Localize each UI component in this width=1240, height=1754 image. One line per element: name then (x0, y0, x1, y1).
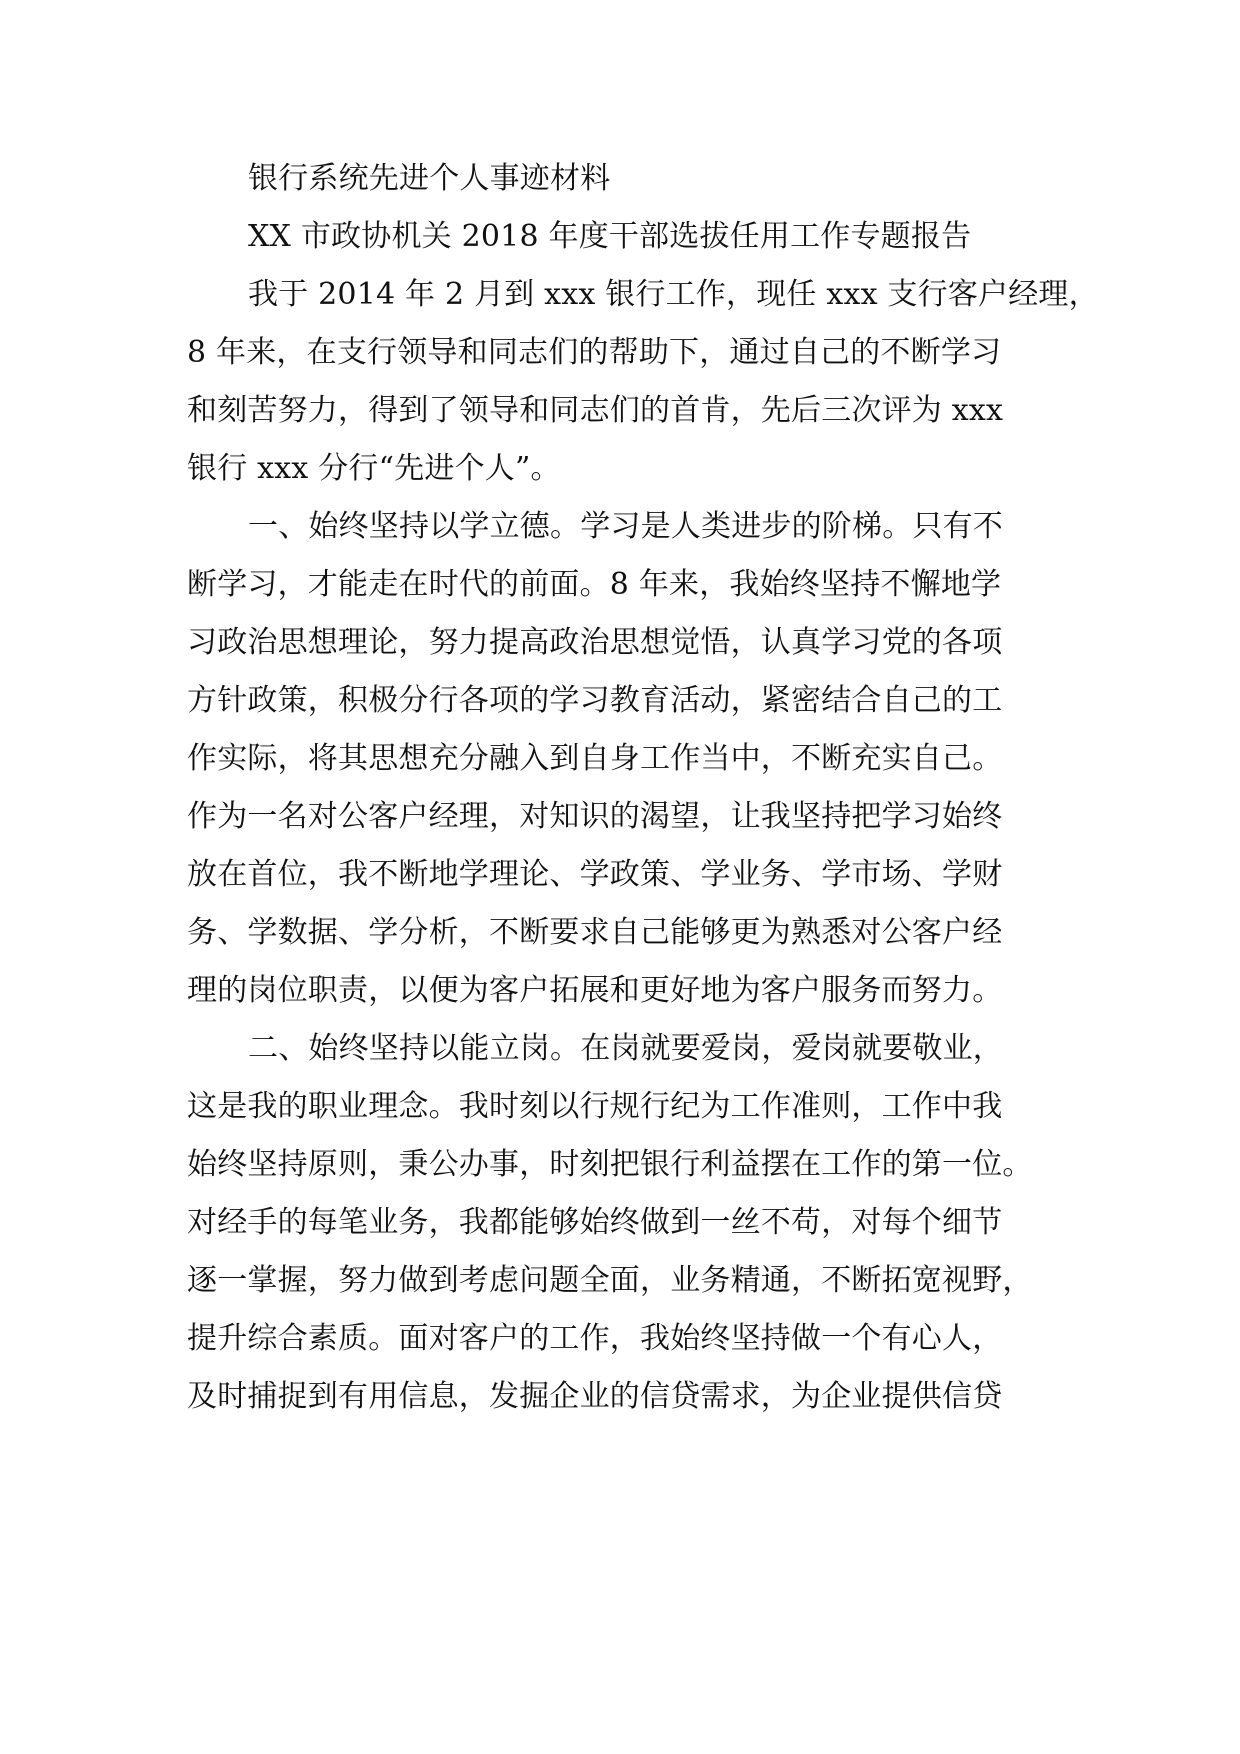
paragraph-line: 放在首位，我不断地学理论、学政策、学业务、学市场、学财 (187, 857, 1003, 892)
paragraph-line: 作实际，将其思想充分融入到自身工作当中，不断充实自己。 (187, 741, 1003, 776)
paragraph-line: 方针政策，积极分行各项的学习教育活动，紧密结合自己的工 (187, 683, 1003, 718)
paragraph-line: 8 年来，在支行领导和同志们的帮助下，通过自己的不断学习 (187, 335, 1002, 370)
paragraph-line: 这是我的职业理念。我时刻以行规行纪为工作准则，工作中我 (187, 1089, 1003, 1124)
document-title: 银行系统先进个人事迹材料 (248, 161, 611, 196)
paragraph-line: 作为一名对公客户经理，对知识的渴望，让我坚持把学习始终 (187, 799, 1003, 834)
paragraph-line: 我于 2014 年 2 月到 xxx 银行工作，现任 xxx 支行客户经理， (248, 277, 1099, 312)
paragraph-line: 对经手的每笔业务，我都能够始终做到一丝不苟，对每个细节 (187, 1205, 1003, 1240)
paragraph-line: 银行 xxx 分行“先进个人”。 (187, 451, 561, 486)
paragraph-line: 逐一掌握，努力做到考虑问题全面，业务精通，不断拓宽视野， (187, 1263, 1033, 1298)
paragraph-line: 和刻苦努力，得到了领导和同志们的首肯，先后三次评为 xxx (187, 393, 1004, 428)
paragraph-line: 一、始终坚持以学立德。学习是人类进步的阶梯。只有不 (248, 509, 1003, 544)
paragraph-line: 提升综合素质。面对客户的工作，我始终坚持做一个有心人， (187, 1321, 1003, 1356)
paragraph-line: 始终坚持原则，秉公办事，时刻把银行利益摆在工作的第一位。 (187, 1147, 1033, 1182)
paragraph-line: 习政治思想理论，努力提高政治思想觉悟，认真学习党的各项 (187, 625, 1003, 660)
paragraph-line: 及时捕捉到有用信息，发掘企业的信贷需求，为企业提供信贷 (187, 1379, 1003, 1414)
document-subtitle: XX 市政协机关 2018 年度干部选拔任用工作专题报告 (248, 219, 972, 254)
paragraph-line: 理的岗位职责，以便为客户拓展和更好地为客户服务而努力。 (187, 973, 1003, 1008)
paragraph-line: 二、始终坚持以能立岗。在岗就要爱岗，爱岗就要敬业， (248, 1031, 1003, 1066)
paragraph-line: 务、学数据、学分析，不断要求自己能够更为熟悉对公客户经 (187, 915, 1003, 950)
paragraph-line: 断学习，才能走在时代的前面。8 年来，我始终坚持不懈地学 (187, 567, 1002, 602)
